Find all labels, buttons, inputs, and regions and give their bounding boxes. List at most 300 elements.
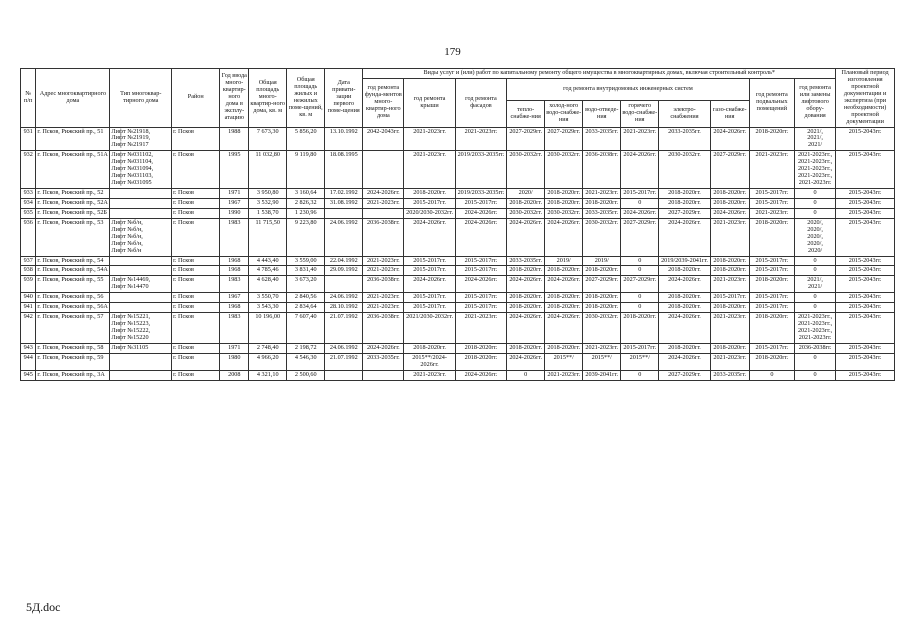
gas-cell: 2033-2035гг. (710, 370, 749, 380)
living-area-cell: 2 500,60 (287, 370, 325, 380)
total-area-cell: 4 785,46 (249, 266, 287, 276)
total-area-cell: 4 321,10 (249, 370, 287, 380)
district-cell: г. Псков (172, 313, 220, 344)
roof-cell: 2015-2017гг. (404, 303, 455, 313)
year-cell: 1988 (220, 127, 249, 151)
sewer-cell: 2033-2035гг. (583, 208, 621, 218)
gas-cell: 2021-2023гг. (710, 313, 749, 344)
electro-cell: 2024-2026гг. (659, 313, 710, 344)
privatization-date-cell: 31.08.1992 (325, 198, 363, 208)
living-area-cell: 9 223,80 (287, 218, 325, 256)
address-cell: г. Псков, Рижский пр., 59 (36, 353, 110, 370)
living-area-cell: 3 160,64 (287, 189, 325, 199)
living-area-cell: 2 826,32 (287, 198, 325, 208)
lift-cell: 0 (794, 303, 835, 313)
roof-cell: 2024-2026гг. (404, 218, 455, 256)
col-type: Тип многоквар-тирного дома (110, 69, 172, 128)
heat-cell: 2024-2026гг. (507, 353, 545, 370)
row-number: 943 (21, 343, 36, 353)
lift-type-cell: Лифт №15221, Лифт №15223, Лифт №15222, Лифт №15220 (110, 313, 172, 344)
privatization-date-cell: 13.10.1992 (325, 127, 363, 151)
table-row (21, 343, 895, 353)
hot-water-cell: 2021-2023гг. (621, 127, 659, 151)
foundation-cell: 2036-2038гг. (363, 218, 404, 256)
col-services: Виды услуг и (или) работ по капитальному ремонту общего имущества в многоквартирных домах, включая строительный контроль* (363, 69, 836, 79)
heat-cell: 2024-2026гг. (507, 218, 545, 256)
cold-water-cell: 2027-2029гг. (545, 127, 583, 151)
facade-cell: 2019/2033-2035гг. (455, 189, 506, 199)
sewer-cell: 2018-2020гг. (583, 198, 621, 208)
period-cell: 2015-2043гг. (836, 127, 895, 151)
lift-type-cell: Лифт №б/н, Лифт №б/н, Лифт №б/н, Лифт №б/н, Лифт №б/н (110, 218, 172, 256)
hot-water-cell: 0 (621, 266, 659, 276)
year-cell: 1983 (220, 218, 249, 256)
sewer-cell: 2015**/ (583, 353, 621, 370)
total-area-cell: 4 966,20 (249, 353, 287, 370)
address-cell: г. Псков, Рижский пр., 3А (36, 370, 110, 380)
cold-water-cell: 2030-2032гг. (545, 208, 583, 218)
foundation-cell: 2021-2023гг. (363, 266, 404, 276)
privatization-date-cell: 24.06.1992 (325, 218, 363, 256)
basement-cell: 2021-2023гг. (749, 208, 794, 218)
district-cell: г. Псков (172, 218, 220, 256)
privatization-date-cell (325, 208, 363, 218)
address-cell: г. Псков, Рижский пр., 54 (36, 256, 110, 266)
cold-water-cell: 2018-2020гг. (545, 343, 583, 353)
address-cell: г. Псков, Рижский пр., 51 (36, 127, 110, 151)
electro-cell: 2030-2032гг. (659, 151, 710, 189)
col-facade: год ремонта фасадов (455, 78, 506, 127)
hot-water-cell: 2015**/ (621, 353, 659, 370)
electro-cell: 2018-2020гг. (659, 266, 710, 276)
row-number: 942 (21, 313, 36, 344)
foundation-cell: 2021-2023гг. (363, 256, 404, 266)
address-cell: г. Псков, Рижский пр., 56А (36, 303, 110, 313)
hot-water-cell: 2027-2029гг. (621, 276, 659, 293)
address-cell: г. Псков, Рижский пр., 54А (36, 266, 110, 276)
sewer-cell: 2018-2020гг. (583, 303, 621, 313)
year-cell: 1983 (220, 276, 249, 293)
heat-cell: 2018-2020гг. (507, 198, 545, 208)
table-row (21, 189, 895, 199)
cold-water-cell: 2024-2026гг. (545, 276, 583, 293)
electro-cell: 2018-2020гг. (659, 293, 710, 303)
basement-cell: 2015-2017гг. (749, 303, 794, 313)
basement-cell: 0 (749, 370, 794, 380)
district-cell: г. Псков (172, 189, 220, 199)
lift-cell: 2020/, 2020/, 2020/, 2020/, 2020/ (794, 218, 835, 256)
row-number: 931 (21, 127, 36, 151)
table-header (21, 69, 895, 128)
living-area-cell: 1 230,96 (287, 208, 325, 218)
hot-water-cell: 2024-2026гг. (621, 151, 659, 189)
sewer-cell: 2018-2020гг. (583, 293, 621, 303)
basement-cell: 2021-2023гг. (749, 151, 794, 189)
year-cell: 1990 (220, 208, 249, 218)
year-cell: 1968 (220, 266, 249, 276)
lift-type-cell (110, 370, 172, 380)
heat-cell: 2030-2032гг. (507, 208, 545, 218)
sewer-cell: 2039-2041гг. (583, 370, 621, 380)
lift-type-cell: Лифт №31105 (110, 343, 172, 353)
year-cell: 1971 (220, 343, 249, 353)
col-heat: тепло-снабже-ния (507, 100, 545, 127)
gas-cell: 2015-2017гг. (710, 293, 749, 303)
row-number: 944 (21, 353, 36, 370)
cold-water-cell: 2024-2026гг. (545, 218, 583, 256)
table-row (21, 353, 895, 370)
total-area-cell: 1 538,70 (249, 208, 287, 218)
address-cell: г. Псков, Рижский пр., 51А (36, 151, 110, 189)
privatization-date-cell (325, 370, 363, 380)
facade-cell: 2024-2026гг. (455, 218, 506, 256)
heat-cell: 2027-2029гг. (507, 127, 545, 151)
row-number: 938 (21, 266, 36, 276)
district-cell: г. Псков (172, 293, 220, 303)
sewer-cell: 2027-2029гг. (583, 276, 621, 293)
living-area-cell: 9 119,80 (287, 151, 325, 189)
living-area-cell: 5 856,20 (287, 127, 325, 151)
row-number: 945 (21, 370, 36, 380)
privatization-date-cell: 22.04.1992 (325, 256, 363, 266)
roof-cell: 2024-2026гг. (404, 276, 455, 293)
gas-cell: 2018-2020гг. (710, 303, 749, 313)
roof-cell: 2020/2030-2032гг. (404, 208, 455, 218)
year-cell: 1968 (220, 303, 249, 313)
period-cell: 2015-2043гг. (836, 218, 895, 256)
lift-cell: 2036-2038гг. (794, 343, 835, 353)
total-area-cell: 3 543,30 (249, 303, 287, 313)
electro-cell: 2024-2026гг. (659, 353, 710, 370)
lift-cell: 2021/, 2021/, 2021/ (794, 127, 835, 151)
facade-cell: 2024-2026гг. (455, 276, 506, 293)
roof-cell: 2021-2023гг. (404, 151, 455, 189)
lift-cell: 2021-2023гг., 2021-2023гг., 2021-2023гг., 2021-2023гг. (794, 313, 835, 344)
row-number: 932 (21, 151, 36, 189)
row-number: 934 (21, 198, 36, 208)
col-cold-water: холод-ного водо-снабже-ния (545, 100, 583, 127)
privatization-date-cell: 21.07.1992 (325, 313, 363, 344)
hot-water-cell: 0 (621, 256, 659, 266)
foundation-cell: 2033-2035гг. (363, 353, 404, 370)
district-cell: г. Псков (172, 256, 220, 266)
district-cell: г. Псков (172, 151, 220, 189)
col-area-total: Общая площадь много-квартир-ного дома, кв. м (249, 69, 287, 128)
lift-type-cell (110, 293, 172, 303)
electro-cell: 2018-2020гг. (659, 303, 710, 313)
table-row (21, 276, 895, 293)
address-cell: г. Псков, Рижский пр., 55 (36, 276, 110, 293)
capital-repair-table (20, 68, 895, 381)
facade-cell: 2024-2026гг. (455, 208, 506, 218)
address-cell: г. Псков, Рижский пр., 58 (36, 343, 110, 353)
total-area-cell: 3 950,80 (249, 189, 287, 199)
roof-cell: 2018-2020гг. (404, 343, 455, 353)
col-hot-water: горячего водо-снабже-ния (621, 100, 659, 127)
lift-type-cell (110, 189, 172, 199)
row-number: 933 (21, 189, 36, 199)
foundation-cell (363, 370, 404, 380)
heat-cell: 2018-2020гг. (507, 293, 545, 303)
roof-cell: 2015-2017гг. (404, 266, 455, 276)
sewer-cell: 2018-2020гг. (583, 266, 621, 276)
col-lift: год ремонта или замены лифтового обору-дования (794, 78, 835, 127)
lift-type-cell (110, 198, 172, 208)
period-cell: 2015-2043гг. (836, 276, 895, 293)
sewer-cell: 2019/ (583, 256, 621, 266)
footer-filename: 5Д.doc (26, 600, 61, 614)
heat-cell: 2030-2032гг. (507, 151, 545, 189)
electro-cell: 2024-2026гг. (659, 276, 710, 293)
district-cell: г. Псков (172, 343, 220, 353)
living-area-cell: 3 673,20 (287, 276, 325, 293)
table-body (21, 127, 895, 380)
lift-cell: 0 (794, 208, 835, 218)
district-cell: г. Псков (172, 198, 220, 208)
lift-type-cell: Лифт №21918, Лифт №21919, Лифт №21917 (110, 127, 172, 151)
col-systems: год ремонта внутридомовых инженерных систем (507, 78, 750, 100)
district-cell: г. Псков (172, 303, 220, 313)
year-cell: 1967 (220, 293, 249, 303)
row-number: 937 (21, 256, 36, 266)
sewer-cell: 2033-2035гг. (583, 127, 621, 151)
basement-cell: 2018-2020гг. (749, 313, 794, 344)
gas-cell: 2021-2023гг. (710, 276, 749, 293)
year-cell: 1971 (220, 189, 249, 199)
gas-cell: 2021-2023гг. (710, 218, 749, 256)
row-number: 939 (21, 276, 36, 293)
lift-cell: 2021/, 2021/ (794, 276, 835, 293)
lift-cell: 0 (794, 266, 835, 276)
district-cell: г. Псков (172, 208, 220, 218)
district-cell: г. Псков (172, 276, 220, 293)
district-cell: г. Псков (172, 353, 220, 370)
basement-cell: 2015-2017гг. (749, 293, 794, 303)
facade-cell: 2018-2020гг. (455, 353, 506, 370)
table-row (21, 256, 895, 266)
row-number: 941 (21, 303, 36, 313)
gas-cell: 2021-2023гг. (710, 353, 749, 370)
period-cell: 2015-2043гг. (836, 303, 895, 313)
hot-water-cell: 0 (621, 198, 659, 208)
facade-cell: 2015-2017гг. (455, 293, 506, 303)
address-cell: г. Псков, Рижский пр., 52Б (36, 208, 110, 218)
heat-cell: 2024-2026гг. (507, 313, 545, 344)
gas-cell: 2018-2020гг. (710, 189, 749, 199)
table-row (21, 218, 895, 256)
period-cell: 2015-2043гг. (836, 343, 895, 353)
electro-cell: 2018-2020гг. (659, 198, 710, 208)
lift-cell: 0 (794, 370, 835, 380)
foundation-cell: 2036-2038гг. (363, 313, 404, 344)
foundation-cell: 2024-2026гг. (363, 343, 404, 353)
foundation-cell: 2036-2038гг. (363, 276, 404, 293)
sewer-cell: 2030-2032гг. (583, 313, 621, 344)
living-area-cell: 7 607,40 (287, 313, 325, 344)
year-cell: 1995 (220, 151, 249, 189)
lift-cell: 0 (794, 256, 835, 266)
lift-cell: 0 (794, 293, 835, 303)
col-num: № п/п (21, 69, 36, 128)
heat-cell: 2033-2035гг. (507, 256, 545, 266)
hot-water-cell: 0 (621, 293, 659, 303)
sewer-cell: 2021-2023гг. (583, 343, 621, 353)
lift-cell: 2021-2023гг., 2021-2023гг., 2021-2023гг., 2021-2023гг., 2021-2023гг. (794, 151, 835, 189)
facade-cell: 2019/2033-2035гг. (455, 151, 506, 189)
electro-cell: 2027-2029гг. (659, 370, 710, 380)
address-cell: г. Псков, Рижский пр., 57 (36, 313, 110, 344)
heat-cell: 0 (507, 370, 545, 380)
address-cell: г. Псков, Рижский пр., 53 (36, 218, 110, 256)
col-roof: год ремонта крыши (404, 78, 455, 127)
privatization-date-cell: 29.09.1992 (325, 266, 363, 276)
period-cell: 2015-2043гг. (836, 353, 895, 370)
foundation-cell (363, 151, 404, 189)
cold-water-cell: 2018-2020гг. (545, 266, 583, 276)
year-cell: 1967 (220, 198, 249, 208)
privatization-date-cell: 24.06.1992 (325, 343, 363, 353)
period-cell: 2015-2043гг. (836, 370, 895, 380)
total-area-cell: 11 032,80 (249, 151, 287, 189)
living-area-cell: 3 831,40 (287, 266, 325, 276)
col-sewer: водо-отведе-ния (583, 100, 621, 127)
heat-cell: 2024-2026гг. (507, 276, 545, 293)
gas-cell: 2024-2026гг. (710, 208, 749, 218)
hot-water-cell: 2018-2020гг. (621, 313, 659, 344)
roof-cell: 2015-2017гг. (404, 256, 455, 266)
privatization-date-cell: 28.10.1992 (325, 303, 363, 313)
total-area-cell: 2 748,40 (249, 343, 287, 353)
heat-cell: 2018-2020гг. (507, 303, 545, 313)
gas-cell: 2018-2020гг. (710, 266, 749, 276)
gas-cell: 2018-2020гг. (710, 256, 749, 266)
facade-cell: 2015-2017гг. (455, 256, 506, 266)
year-cell: 1983 (220, 313, 249, 344)
roof-cell: 2015-2017гг. (404, 293, 455, 303)
cold-water-cell: 2019/ (545, 256, 583, 266)
foundation-cell (363, 208, 404, 218)
year-cell: 1980 (220, 353, 249, 370)
facade-cell: 2021-2023гг. (455, 127, 506, 151)
table-row (21, 313, 895, 344)
period-cell: 2015-2043гг. (836, 313, 895, 344)
cold-water-cell: 2018-2020гг. (545, 189, 583, 199)
address-cell: г. Псков, Рижский пр., 52 (36, 189, 110, 199)
living-area-cell: 2 834,64 (287, 303, 325, 313)
basement-cell: 2015-2017гг. (749, 343, 794, 353)
privatization-date-cell: 17.02.1992 (325, 189, 363, 199)
roof-cell: 2015**/2024-2026гг. (404, 353, 455, 370)
col-privatization: Дата привати-зации первого поме-щения (325, 69, 363, 128)
address-cell: г. Псков, Рижский пр., 56 (36, 293, 110, 303)
address-cell: г. Псков, Рижский пр., 52А (36, 198, 110, 208)
lift-type-cell (110, 353, 172, 370)
period-cell: 2015-2043гг. (836, 198, 895, 208)
gas-cell: 2018-2020гг. (710, 343, 749, 353)
roof-cell: 2015-2017гг. (404, 198, 455, 208)
col-area-living: Общая площадь жилых и нежилых поме-щений, кв. м (287, 69, 325, 128)
roof-cell: 2021/2030-2032гг. (404, 313, 455, 344)
sewer-cell: 2021-2023гг. (583, 189, 621, 199)
cold-water-cell: 2018-2020гг. (545, 198, 583, 208)
basement-cell: 2015-2017гг. (749, 266, 794, 276)
living-area-cell: 2 198,72 (287, 343, 325, 353)
table-row (21, 151, 895, 189)
foundation-cell: 2021-2023гг. (363, 303, 404, 313)
period-cell: 2015-2043гг. (836, 256, 895, 266)
table-row (21, 208, 895, 218)
facade-cell: 2015-2017гг. (455, 198, 506, 208)
period-cell: 2015-2043гг. (836, 189, 895, 199)
total-area-cell: 10 196,00 (249, 313, 287, 344)
year-cell: 1968 (220, 256, 249, 266)
gas-cell: 2024-2026гг. (710, 127, 749, 151)
table-row (21, 293, 895, 303)
row-number: 936 (21, 218, 36, 256)
living-area-cell: 2 840,56 (287, 293, 325, 303)
total-area-cell: 11 715,50 (249, 218, 287, 256)
cold-water-cell: 2018-2020гг. (545, 303, 583, 313)
lift-cell: 0 (794, 353, 835, 370)
basement-cell: 2018-2020гг. (749, 218, 794, 256)
electro-cell: 2033-2035гг. (659, 127, 710, 151)
facade-cell: 2015-2017гг. (455, 266, 506, 276)
row-number: 935 (21, 208, 36, 218)
col-district: Район (172, 69, 220, 128)
table-row (21, 266, 895, 276)
gas-cell: 2018-2020гг. (710, 198, 749, 208)
district-cell: г. Псков (172, 266, 220, 276)
col-basement: год ремонта подвальных помещений (749, 78, 794, 127)
table-row (21, 127, 895, 151)
electro-cell: 2024-2026гг. (659, 218, 710, 256)
table-row (21, 303, 895, 313)
heat-cell: 2020/ (507, 189, 545, 199)
roof-cell: 2018-2020гг. (404, 189, 455, 199)
period-cell: 2015-2043гг. (836, 266, 895, 276)
col-gas: газо-снабже-ния (710, 100, 749, 127)
cold-water-cell: 2018-2020гг. (545, 293, 583, 303)
heat-cell: 2018-2020гг. (507, 266, 545, 276)
period-cell: 2015-2043гг. (836, 151, 895, 189)
col-year: Год ввода много-квартир-ного дома в эксплу-атацию (220, 69, 249, 128)
basement-cell: 2015-2017гг. (749, 256, 794, 266)
hot-water-cell: 2027-2029гг. (621, 218, 659, 256)
foundation-cell: 2024-2026гг. (363, 189, 404, 199)
heat-cell: 2018-2020гг. (507, 343, 545, 353)
lift-type-cell: Лифт №14469, Лифт №14470 (110, 276, 172, 293)
district-cell: г. Псков (172, 370, 220, 380)
basement-cell: 2018-2020гг. (749, 353, 794, 370)
sewer-cell: 2030-2032гг. (583, 218, 621, 256)
lift-cell: 0 (794, 198, 835, 208)
facade-cell: 2015-2017гг. (455, 303, 506, 313)
living-area-cell: 4 546,30 (287, 353, 325, 370)
hot-water-cell: 0 (621, 303, 659, 313)
sewer-cell: 2036-2038гг. (583, 151, 621, 189)
total-area-cell: 3 550,70 (249, 293, 287, 303)
gas-cell: 2027-2029гг. (710, 151, 749, 189)
lift-type-cell (110, 208, 172, 218)
facade-cell: 2021-2023гг. (455, 313, 506, 344)
basement-cell: 2018-2020гг. (749, 127, 794, 151)
total-area-cell: 3 532,90 (249, 198, 287, 208)
roof-cell: 2021-2023гг. (404, 127, 455, 151)
total-area-cell: 7 673,30 (249, 127, 287, 151)
privatization-date-cell: 21.07.1992 (325, 353, 363, 370)
col-electro: электро-снабжения (659, 100, 710, 127)
facade-cell: 2024-2026гг. (455, 370, 506, 380)
